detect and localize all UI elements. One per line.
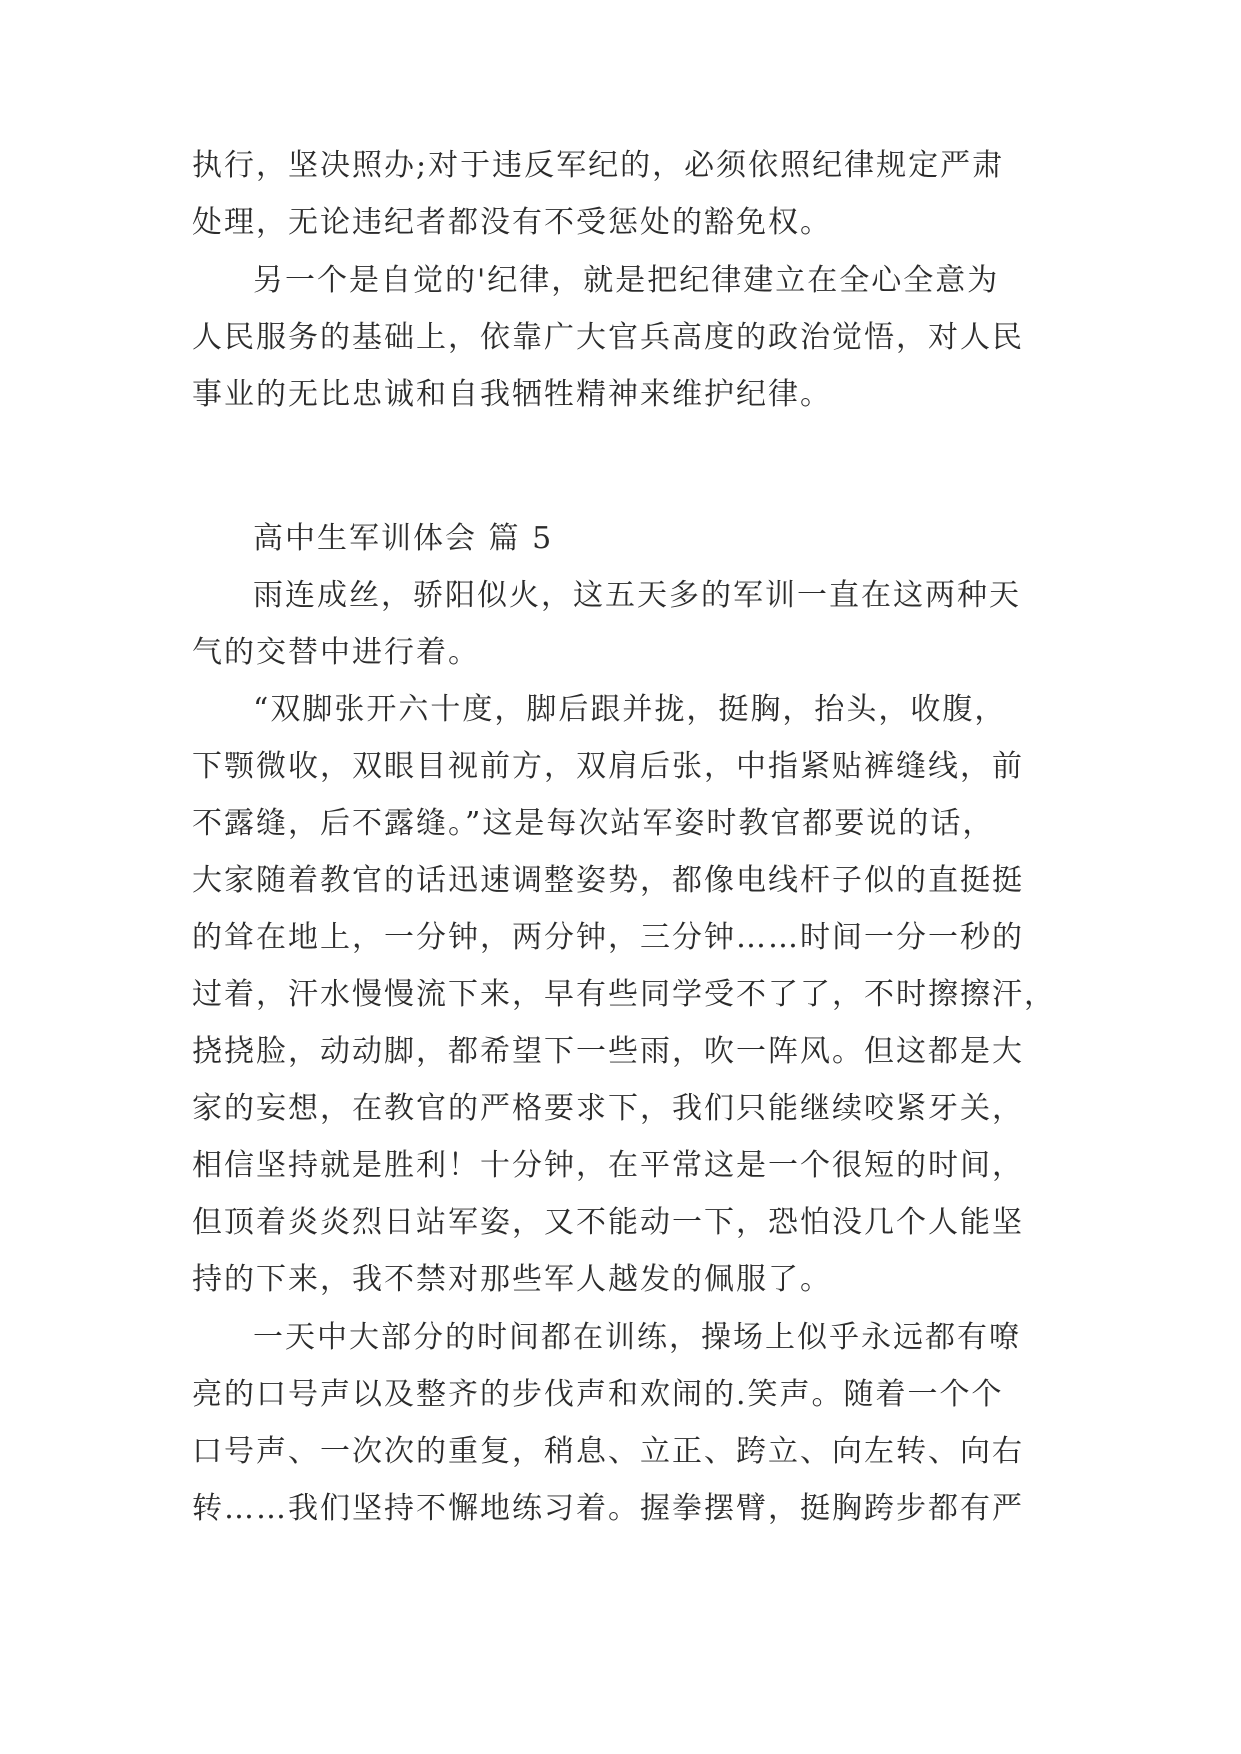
paragraph-line: 另一个是自觉的'纪律，就是把纪律建立在全心全意为: [253, 263, 1000, 298]
paragraph-line: 一天中大部分的时间都在训练，操场上似乎永远都有嘹: [253, 1320, 1021, 1355]
paragraph-line: “双脚张开六十度，脚后跟并拢，挺胸，抬头，收腹，: [253, 692, 1007, 727]
paragraph-line: 但顶着炎炎烈日站军姿，又不能动一下，恐怕没几个人能坚: [192, 1205, 1024, 1240]
section-heading: 高中生军训体会 篇 5: [253, 521, 554, 556]
paragraph-line: 大家随着教官的话迅速调整姿势，都像电线杆子似的直挺挺: [192, 863, 1024, 898]
paragraph-line: 处理，无论违纪者都没有不受惩处的豁免权。: [192, 205, 832, 240]
paragraph-line: 不露缝，后不露缝。”这是每次站军姿时教官都要说的话，: [192, 806, 995, 841]
paragraph-line: 挠挠脸，动动脚，都希望下一些雨，吹一阵风。但这都是大: [192, 1034, 1024, 1069]
paragraph-line: 家的妄想，在教官的严格要求下，我们只能继续咬紧牙关，: [192, 1091, 1024, 1126]
paragraph-line: 执行，坚决照办;对于违反军纪的，必须依照纪律规定严肃: [192, 148, 1005, 183]
paragraph-line: 亮的口号声以及整齐的步伐声和欢闹的.笑声。随着一个个: [192, 1377, 1004, 1412]
paragraph-line: 过着，汗水慢慢流下来，早有些同学受不了了，不时擦擦汗，: [192, 977, 1056, 1012]
paragraph-line: 相信坚持就是胜利！十分钟，在平常这是一个很短的时间，: [192, 1148, 1024, 1183]
paragraph-line: 气的交替中进行着。: [192, 635, 480, 670]
paragraph-line: 雨连成丝，骄阳似火，这五天多的军训一直在这两种天: [253, 578, 1021, 613]
paragraph-line: 持的下来，我不禁对那些军人越发的佩服了。: [192, 1262, 832, 1297]
paragraph-line: 的耸在地上，一分钟，两分钟，三分钟……时间一分一秒的: [192, 920, 1024, 955]
paragraph-line: 事业的无比忠诚和自我牺牲精神来维护纪律。: [192, 377, 832, 412]
paragraph-line: 转……我们坚持不懈地练习着。握拳摆臂，挺胸跨步都有严: [192, 1491, 1024, 1526]
paragraph-line: 人民服务的基础上，依靠广大官兵高度的政治觉悟，对人民: [192, 320, 1024, 355]
paragraph-line: 口号声、一次次的重复，稍息、立正、跨立、向左转、向右: [192, 1434, 1024, 1469]
paragraph-line: 下颚微收，双眼目视前方，双肩后张，中指紧贴裤缝线，前: [192, 749, 1024, 784]
